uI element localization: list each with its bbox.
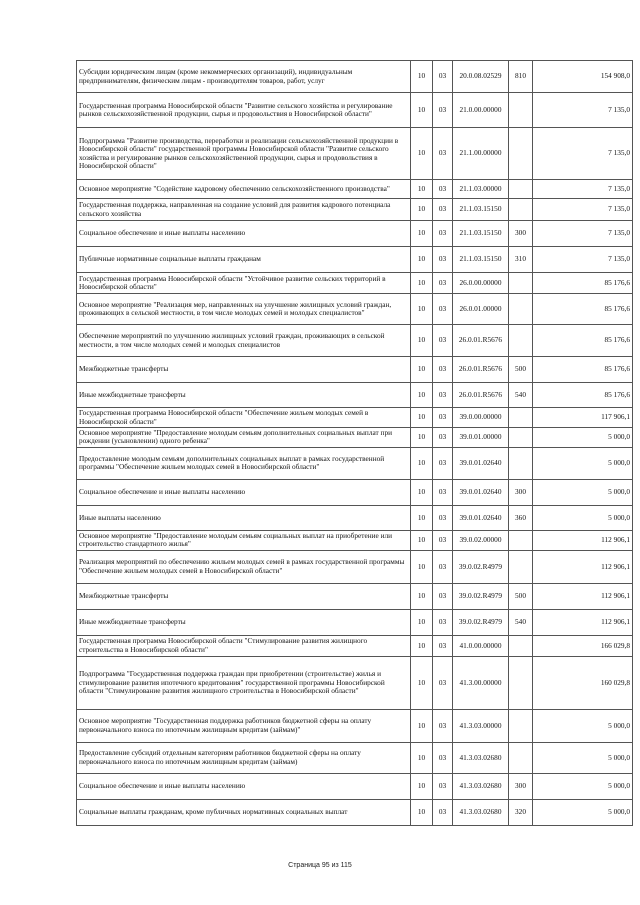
row-name-cell: Государственная поддержка, направленная на создание условий для развития кадрового потенциала сельского хозяйства [77,199,411,221]
row-target-code-cell: 21.1.03.15150 [453,199,509,221]
table-row [77,408,633,428]
row-target-code-cell: 39.0.02.R4979 [453,609,509,635]
row-amount-cell: 5 000,0 [533,428,633,448]
row-subsection-cell: 03 [433,383,453,408]
row-subsection-cell: 03 [433,273,453,294]
row-section-cell: 10 [411,128,433,180]
row-expense-type-cell [509,656,533,709]
row-section-cell: 10 [411,583,433,609]
row-subsection-cell: 03 [433,247,453,273]
row-expense-type-cell [509,273,533,294]
row-name-cell: Социальное обеспечение и иные выплаты населению [77,773,411,799]
row-amount-cell: 7 135,0 [533,180,633,199]
table-row [77,199,633,221]
row-section-cell: 10 [411,479,433,505]
row-expense-type-cell [509,428,533,448]
row-section-cell: 10 [411,325,433,357]
row-amount-cell: 85 176,6 [533,325,633,357]
table-row [77,383,633,408]
row-target-code-cell: 21.0.00.00000 [453,93,509,128]
table-row [77,128,633,180]
row-amount-cell: 5 000,0 [533,447,633,479]
row-subsection-cell: 03 [433,799,453,825]
row-target-code-cell: 41.0.00.00000 [453,635,509,656]
row-expense-type-cell [509,128,533,180]
row-section-cell: 10 [411,273,433,294]
table-row [77,325,633,357]
row-expense-type-cell: 300 [509,773,533,799]
row-expense-type-cell: 310 [509,247,533,273]
row-target-code-cell: 41.3.00.00000 [453,656,509,709]
row-amount-cell: 85 176,6 [533,273,633,294]
table-row [77,709,633,742]
row-expense-type-cell: 810 [509,61,533,93]
row-name-cell: Государственная программа Новосибирской области "Стимулирование развития жилищного строительства в Новосибирской области" [77,635,411,656]
row-subsection-cell: 03 [433,609,453,635]
row-amount-cell: 112 906,1 [533,609,633,635]
table-row [77,357,633,383]
row-subsection-cell: 03 [433,656,453,709]
table-row [77,656,633,709]
row-section-cell: 10 [411,61,433,93]
row-amount-cell: 7 135,0 [533,128,633,180]
row-section-cell: 10 [411,247,433,273]
row-name-cell: Социальное обеспечение и иные выплаты населению [77,221,411,247]
row-amount-cell: 5 000,0 [533,709,633,742]
row-section-cell: 10 [411,773,433,799]
row-amount-cell: 5 000,0 [533,505,633,530]
table-row [77,180,633,199]
table-row [77,479,633,505]
row-target-code-cell: 26.0.00.00000 [453,273,509,294]
row-target-code-cell: 41.3.03.00000 [453,709,509,742]
row-section-cell: 10 [411,635,433,656]
row-subsection-cell: 03 [433,428,453,448]
row-target-code-cell: 26.0.01.00000 [453,294,509,325]
row-section-cell: 10 [411,656,433,709]
row-name-cell: Реализация мероприятий по обеспечению жильем молодых семей в рамках государственной программы "Обеспечение жильем молодых семей в Новосибирской области" [77,550,411,583]
row-section-cell: 10 [411,294,433,325]
row-amount-cell: 7 135,0 [533,221,633,247]
row-expense-type-cell: 300 [509,221,533,247]
row-name-cell: Основное мероприятие "Государственная поддержка работников бюджетной сферы на оплату первоначального взноса по ипотечным жилищным кредитам (займам)" [77,709,411,742]
table-row [77,505,633,530]
row-target-code-cell: 20.0.08.02529 [453,61,509,93]
row-amount-cell: 85 176,6 [533,294,633,325]
row-amount-cell: 160 029,8 [533,656,633,709]
row-subsection-cell: 03 [433,294,453,325]
table-body [77,61,633,826]
row-expense-type-cell: 540 [509,383,533,408]
row-amount-cell: 5 000,0 [533,479,633,505]
row-target-code-cell: 21.1.03.15150 [453,247,509,273]
row-target-code-cell: 26.0.01.R5676 [453,325,509,357]
row-subsection-cell: 03 [433,221,453,247]
row-name-cell: Иные выплаты населению [77,505,411,530]
row-name-cell: Иные межбюджетные трансферты [77,383,411,408]
table-row [77,583,633,609]
row-target-code-cell: 26.0.01.R5676 [453,383,509,408]
row-amount-cell: 112 906,1 [533,583,633,609]
row-subsection-cell: 03 [433,93,453,128]
row-target-code-cell: 39.0.02.00000 [453,530,509,550]
row-expense-type-cell [509,294,533,325]
row-expense-type-cell [509,93,533,128]
row-subsection-cell: 03 [433,709,453,742]
row-target-code-cell: 39.0.02.R4979 [453,583,509,609]
row-subsection-cell: 03 [433,61,453,93]
row-section-cell: 10 [411,799,433,825]
row-name-cell: Предоставление молодым семьям дополнительных социальных выплат в рамках государственной программы "Обеспечение жильем молодых семей в Новосибирской области" [77,447,411,479]
row-expense-type-cell: 300 [509,479,533,505]
row-expense-type-cell: 540 [509,609,533,635]
row-subsection-cell: 03 [433,550,453,583]
row-amount-cell: 5 000,0 [533,799,633,825]
table-row [77,530,633,550]
row-amount-cell: 117 906,1 [533,408,633,428]
row-subsection-cell: 03 [433,180,453,199]
row-target-code-cell: 39.0.01.02640 [453,479,509,505]
row-expense-type-cell: 360 [509,505,533,530]
row-name-cell: Основное мероприятие "Реализация мер, направленных на улучшение жилищных условий граждан, проживающих в сельской местности, в том числе молодых семей и молодых специалистов" [77,294,411,325]
row-name-cell: Основное мероприятие "Предоставление молодым семьям дополнительных социальных выплат при рождении (усыновлении) одного ребенка" [77,428,411,448]
row-expense-type-cell [509,635,533,656]
row-section-cell: 10 [411,408,433,428]
table-row [77,799,633,825]
row-target-code-cell: 26.0.01.R5676 [453,357,509,383]
budget-table [76,60,633,826]
row-section-cell: 10 [411,550,433,583]
row-expense-type-cell [509,199,533,221]
row-target-code-cell: 39.0.01.02640 [453,447,509,479]
row-section-cell: 10 [411,530,433,550]
row-section-cell: 10 [411,180,433,199]
row-section-cell: 10 [411,357,433,383]
row-target-code-cell: 39.0.02.R4979 [453,550,509,583]
row-amount-cell: 5 000,0 [533,742,633,773]
row-target-code-cell: 39.0.01.00000 [453,428,509,448]
page-number: Страница 95 из 115 [288,862,352,869]
row-amount-cell: 85 176,6 [533,383,633,408]
row-target-code-cell: 41.3.03.02680 [453,773,509,799]
row-section-cell: 10 [411,505,433,530]
row-name-cell: Обеспечение мероприятий по улучшению жилищных условий граждан, проживающих в сельской местности, в том числе молодых семей и молодых специалистов [77,325,411,357]
row-expense-type-cell: 500 [509,357,533,383]
row-amount-cell: 112 906,1 [533,530,633,550]
table-row [77,93,633,128]
row-expense-type-cell: 500 [509,583,533,609]
table-row [77,428,633,448]
row-name-cell: Субсидии юридическим лицам (кроме некоммерческих организаций), индивидуальным предпринимателям, физическим лицам - производителям товаров, работ, услуг [77,61,411,93]
table-row [77,635,633,656]
row-name-cell: Основное мероприятие "Содействие кадровому обеспечению сельскохозяйственного производства" [77,180,411,199]
row-expense-type-cell [509,530,533,550]
row-section-cell: 10 [411,447,433,479]
table-row [77,773,633,799]
row-amount-cell: 166 029,8 [533,635,633,656]
row-subsection-cell: 03 [433,742,453,773]
row-name-cell: Межбюджетные трансферты [77,583,411,609]
row-subsection-cell: 03 [433,199,453,221]
row-amount-cell: 7 135,0 [533,247,633,273]
row-name-cell: Подпрограмма "Развитие производства, переработки и реализации сельскохозяйственной продукции в Новосибирской области" государственной программы Новосибирской области "Развитие сельского хозяйства и регулирование рынков сельскохозяйственной продукции, сырья и продовольствия в Новосибирской области" [77,128,411,180]
row-amount-cell: 112 906,1 [533,550,633,583]
row-section-cell: 10 [411,609,433,635]
row-name-cell: Подпрограмма "Государственная поддержка граждан при приобретении (строительстве) жилья и стимулирование развития ипотечного кредитования" государственной программы Новосибирской области "Стимулирование развития жилищного строительства в Новосибирской области" [77,656,411,709]
row-target-code-cell: 21.1.03.00000 [453,180,509,199]
row-subsection-cell: 03 [433,635,453,656]
table-row [77,550,633,583]
row-subsection-cell: 03 [433,447,453,479]
row-subsection-cell: 03 [433,583,453,609]
row-amount-cell: 85 176,6 [533,357,633,383]
row-section-cell: 10 [411,742,433,773]
table-row [77,61,633,93]
row-name-cell: Социальные выплаты гражданам, кроме публичных нормативных социальных выплат [77,799,411,825]
table-row [77,247,633,273]
row-target-code-cell: 41.3.03.02680 [453,799,509,825]
table-row [77,221,633,247]
table-row [77,273,633,294]
row-target-code-cell: 39.0.01.02640 [453,505,509,530]
row-expense-type-cell [509,742,533,773]
row-subsection-cell: 03 [433,128,453,180]
row-expense-type-cell [509,709,533,742]
row-amount-cell: 5 000,0 [533,773,633,799]
row-section-cell: 10 [411,709,433,742]
table-row [77,742,633,773]
row-name-cell: Публичные нормативные социальные выплаты гражданам [77,247,411,273]
row-expense-type-cell [509,550,533,583]
row-expense-type-cell [509,325,533,357]
row-name-cell: Государственная программа Новосибирской области "Устойчивое развитие сельских территорий в Новосибирской области" [77,273,411,294]
row-expense-type-cell [509,447,533,479]
row-section-cell: 10 [411,221,433,247]
row-subsection-cell: 03 [433,408,453,428]
row-amount-cell: 154 908,0 [533,61,633,93]
table-row [77,294,633,325]
row-amount-cell: 7 135,0 [533,93,633,128]
row-subsection-cell: 03 [433,530,453,550]
row-name-cell: Социальное обеспечение и иные выплаты населению [77,479,411,505]
row-target-code-cell: 41.3.03.02680 [453,742,509,773]
row-target-code-cell: 21.1.03.15150 [453,221,509,247]
row-name-cell: Межбюджетные трансферты [77,357,411,383]
row-section-cell: 10 [411,199,433,221]
row-amount-cell: 7 135,0 [533,199,633,221]
row-subsection-cell: 03 [433,325,453,357]
row-subsection-cell: 03 [433,505,453,530]
row-target-code-cell: 39.0.00.00000 [453,408,509,428]
row-expense-type-cell [509,180,533,199]
row-expense-type-cell: 320 [509,799,533,825]
row-name-cell: Государственная программа Новосибирской области "Развитие сельского хозяйства и регулирование рынков сельскохозяйственной продукции, сырья и продовольствия в Новосибирской области" [77,93,411,128]
row-name-cell: Предоставление субсидий отдельным категориям работников бюджетной сферы на оплату первоначального взноса по ипотечным жилищным кредитам (займам) [77,742,411,773]
row-subsection-cell: 03 [433,479,453,505]
row-expense-type-cell [509,408,533,428]
row-name-cell: Основное мероприятие "Предоставление молодым семьям социальных выплат на приобретение или строительство стандартного жилья" [77,530,411,550]
row-subsection-cell: 03 [433,357,453,383]
row-section-cell: 10 [411,383,433,408]
row-target-code-cell: 21.1.00.00000 [453,128,509,180]
row-subsection-cell: 03 [433,773,453,799]
row-name-cell: Иные межбюджетные трансферты [77,609,411,635]
table-row [77,447,633,479]
row-section-cell: 10 [411,428,433,448]
table-row [77,609,633,635]
row-section-cell: 10 [411,93,433,128]
row-name-cell: Государственная программа Новосибирской области "Обеспечение жильем молодых семей в Новосибирской области" [77,408,411,428]
